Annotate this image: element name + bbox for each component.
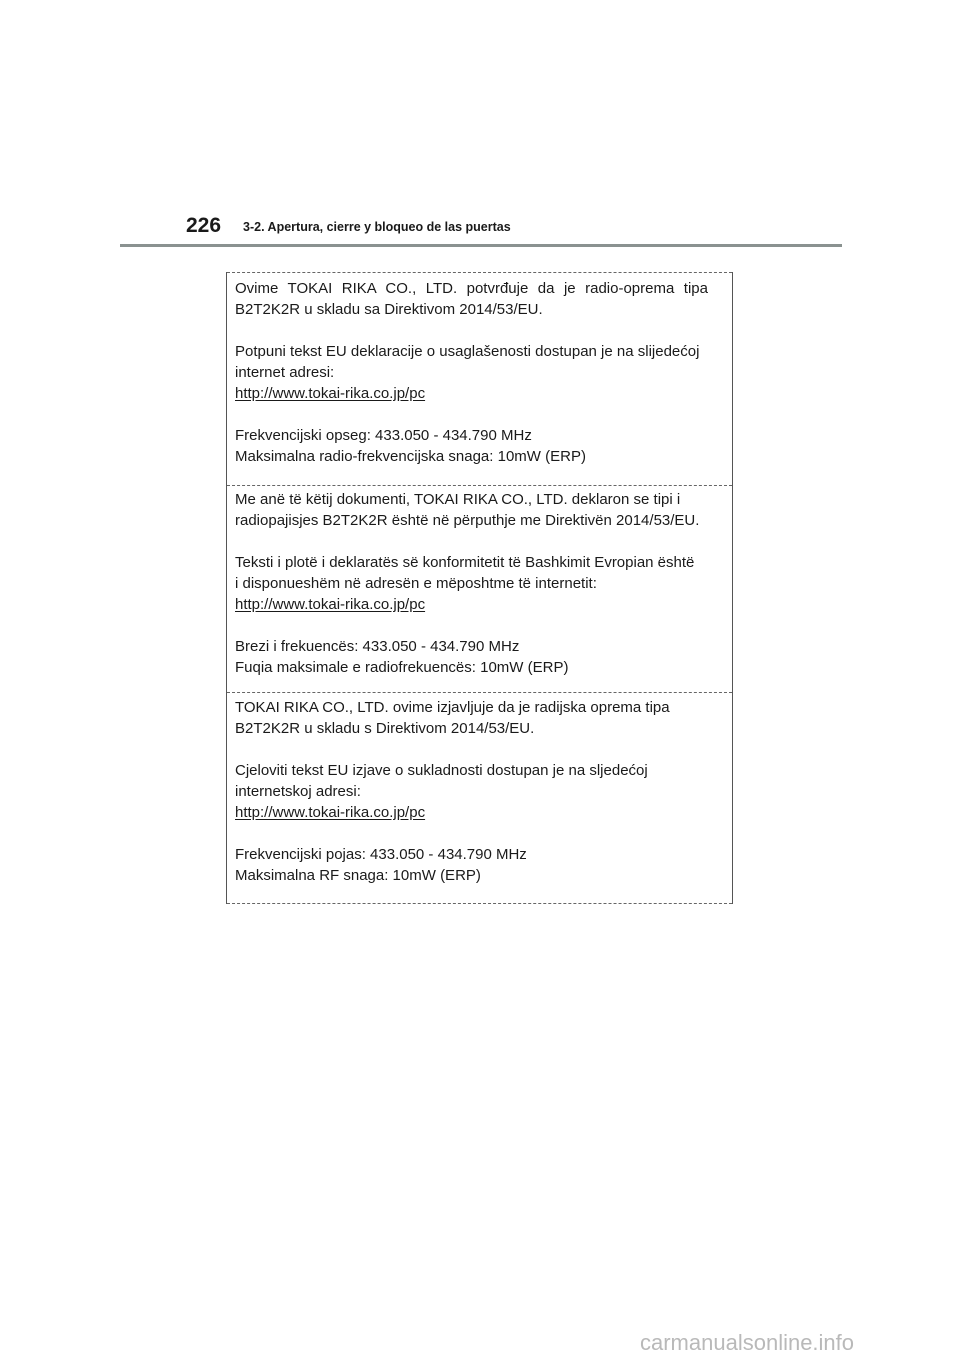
declaration-intro-line: TOKAI RIKA CO., LTD. ovime izjavljuje da je radijska oprema tipa (235, 699, 670, 716)
declaration-url-link[interactable]: http://www.tokai-rika.co.jp/pc (235, 385, 426, 402)
header-rule (120, 244, 842, 247)
declaration-block (227, 485, 732, 692)
watermark: carmanualsonline.info (640, 1330, 855, 1355)
declaration-spec-line: Frekvencijski pojas: 433.050 - 434.790 MHz (235, 846, 527, 863)
declarations-box (226, 272, 733, 904)
declaration-spec-line: Fuqia maksimale e radiofrekuencës: 10mW (ERP) (235, 659, 569, 676)
declaration-access-line: internet adresi: (235, 364, 335, 381)
declaration-intro-line: Ovime TOKAI RIKA CO., LTD. potvrđuje da je radio-oprema tipa (235, 280, 708, 297)
declaration-intro-line: B2T2K2R u skladu s Direktivom 2014/53/EU. (235, 720, 535, 737)
declaration-access-line: internetskoj adresi: (235, 783, 361, 800)
declaration-access-line: Cjeloviti tekst EU izjave o sukladnosti dostupan je na sljedećoj (235, 762, 648, 779)
declaration-spec-line: Maksimalna RF snaga: 10mW (ERP) (235, 867, 481, 884)
section-title: 3-2. Apertura, cierre y bloqueo de las puertas (243, 220, 511, 234)
declaration-block (227, 272, 732, 485)
declaration-intro-line: B2T2K2R u skladu sa Direktivom 2014/53/EU. (235, 301, 543, 318)
declaration-intro-line: radiopajisjes B2T2K2R është në përputhje me Direktivën 2014/53/EU. (235, 512, 700, 529)
page-header (0, 0, 960, 250)
declaration-url-link[interactable]: http://www.tokai-rika.co.jp/pc (235, 804, 426, 821)
declaration-url-link[interactable]: http://www.tokai-rika.co.jp/pc (235, 596, 426, 613)
declaration-spec-line: Brezi i frekuencës: 433.050 - 434.790 MHz (235, 638, 520, 655)
declaration-spec-line: Maksimalna radio-frekvencijska snaga: 10mW (ERP) (235, 448, 586, 465)
page-number: 226 (186, 214, 222, 237)
declaration-access-line: i disponueshëm në adresën e mëposhtme të internetit: (235, 575, 597, 592)
declaration-access-line: Potpuni tekst EU deklaracije o usaglašenosti dostupan je na slijedećoj (235, 343, 700, 360)
declaration-spec-line: Frekvencijski opseg: 433.050 - 434.790 MHz (235, 427, 532, 444)
declaration-access-line: Teksti i plotë i deklaratës së konformitetit të Bashkimit Evropian është (235, 554, 695, 571)
declaration-intro-line: Me anë të këtij dokumenti, TOKAI RIKA CO., LTD. deklaron se tipi i (235, 491, 681, 508)
declaration-block (227, 692, 732, 904)
